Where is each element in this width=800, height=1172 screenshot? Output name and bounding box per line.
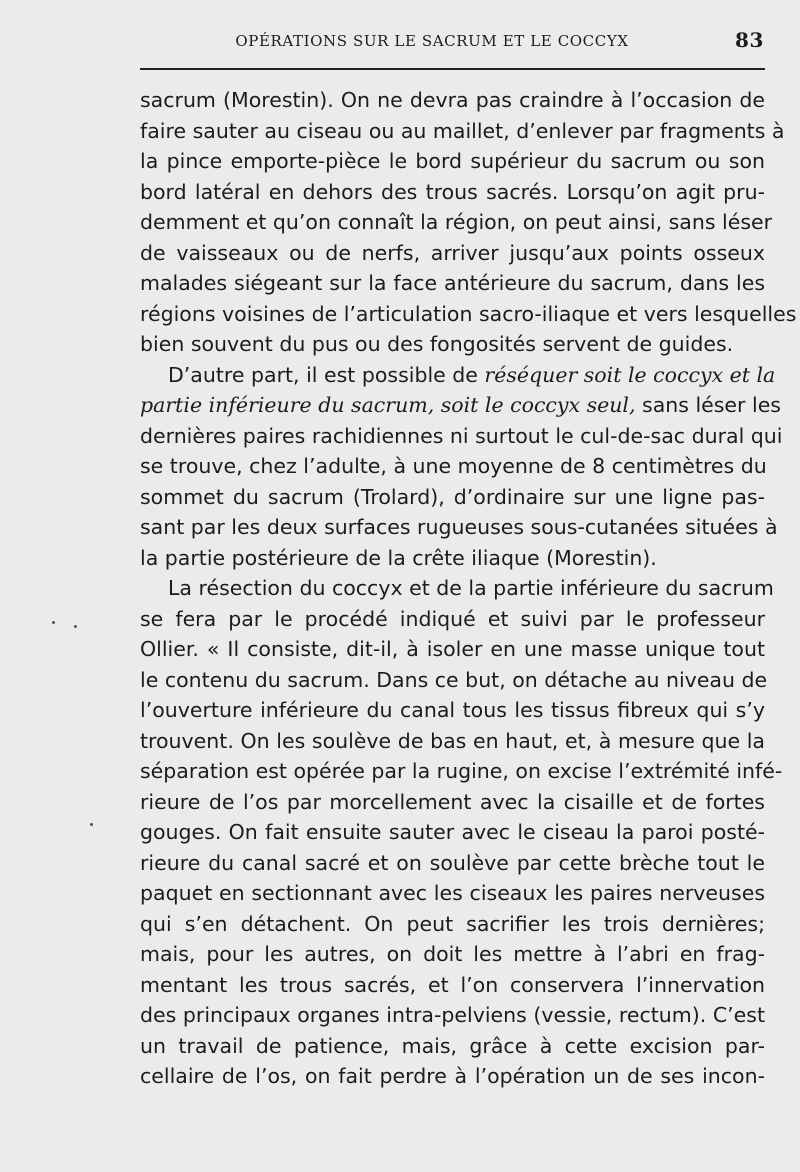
text-line: cellaire de l’os, on fait perdre à l’opération un de ses incon- bbox=[140, 1064, 765, 1088]
text-line: La résection du coccyx et de la partie inférieure du sacrum bbox=[168, 576, 774, 600]
text-run: D’autre part, il est possible de bbox=[168, 362, 485, 387]
text-line: rieure du canal sacré et on soulève par cette brèche tout le bbox=[140, 850, 765, 875]
text-line: des principaux organes intra-pelviens (vessie, rectum). C’est bbox=[140, 1003, 765, 1027]
text-line: gouges. On fait ensuite sauter avec le ciseau la paroi posté- bbox=[140, 820, 765, 844]
italic-run: partie inférieure du sacrum, soit le coccyx seul, bbox=[140, 393, 636, 417]
text-line: rieure de l’os par morcellement avec la cisaille et de fortes bbox=[140, 789, 765, 814]
header-rule bbox=[140, 68, 765, 70]
text-line: bord latéral en dehors des trous sacrés. Lorsqu’on agit pru- bbox=[140, 179, 765, 204]
page-number: 83 bbox=[734, 28, 764, 52]
text-line: Ollier. « Il consiste, dit-il, à isoler en une masse unique tout bbox=[140, 637, 765, 661]
text-line: mentant les trous sacrés, et l’on conservera l’innervation bbox=[140, 972, 765, 997]
scan-speck bbox=[74, 625, 77, 628]
paragraph-3 bbox=[140, 573, 783, 1092]
text-line: la partie postérieure de la crête iliaque (Morestin). bbox=[140, 545, 657, 570]
text-line: faire sauter au ciseau ou au maillet, d’enlever par fragments à bbox=[140, 118, 785, 143]
text-line: séparation est opérée par la rugine, on excise l’extrémité infé- bbox=[140, 759, 783, 783]
body-text bbox=[140, 85, 797, 1092]
text-line: paquet en sectionnant avec les ciseaux les paires nerveuses bbox=[140, 881, 765, 905]
text-line-mixed bbox=[140, 360, 776, 391]
text-line: un travail de patience, mais, grâce à cette excision par- bbox=[140, 1033, 765, 1058]
text-line: régions voisines de l’articulation sacro-iliaque et vers lesquelles bbox=[140, 301, 797, 326]
scan-speck bbox=[52, 621, 55, 624]
text-line: demment et qu’on connaît la région, on peut ainsi, sans léser bbox=[140, 210, 773, 234]
running-title: OPÉRATIONS SUR LE SACRUM ET LE COCCYX bbox=[235, 32, 629, 50]
text-line: bien souvent du pus ou des fongosités servent de guides. bbox=[140, 332, 734, 356]
text-line: sacrum (Morestin). On ne devra pas craindre à l’occasion de bbox=[140, 88, 765, 112]
text-line: sommet du sacrum (Trolard), d’ordinaire sur une ligne pas- bbox=[140, 484, 765, 509]
text-line: trouvent. On les soulève de bas en haut, et, à mesure que la bbox=[140, 728, 765, 753]
text-line: malades siégeant sur la face antérieure du sacrum, dans les bbox=[140, 271, 765, 295]
text-line-mixed bbox=[140, 390, 781, 421]
italic-run: réséquer soit le coccyx et la bbox=[484, 362, 776, 387]
text-line: se trouve, chez l’adulte, à une moyenne de 8 centimètres du bbox=[140, 454, 767, 478]
paragraph-1 bbox=[140, 85, 797, 360]
text-line: l’ouverture inférieure du canal tous les tissus fibreux qui s’y bbox=[140, 698, 765, 722]
text-line: dernières paires rachidiennes ni surtout le cul-de-sac dural qui bbox=[140, 423, 783, 448]
text-line: la pince emporte-pièce le bord supérieur du sacrum ou son bbox=[140, 149, 765, 173]
text-line: de vaisseaux ou de nerfs, arriver jusqu’aux points osseux bbox=[140, 240, 765, 265]
text-run: sans léser les bbox=[635, 393, 781, 417]
text-line: le contenu du sacrum. Dans ce but, on détache au niveau de bbox=[140, 667, 768, 692]
text-line: qui s’en détachent. On peut sacrifier les trois dernières; bbox=[140, 911, 765, 936]
scan-speck bbox=[90, 823, 93, 826]
text-line: sant par les deux surfaces rugueuses sous-cutanées situées à bbox=[140, 515, 778, 539]
text-line: mais, pour les autres, on doit les mettre à l’abri en frag- bbox=[140, 942, 765, 966]
page-header bbox=[140, 26, 770, 56]
paragraph-2 bbox=[140, 360, 783, 574]
text-line: se fera par le procédé indiqué et suivi par le professeur bbox=[140, 606, 765, 631]
